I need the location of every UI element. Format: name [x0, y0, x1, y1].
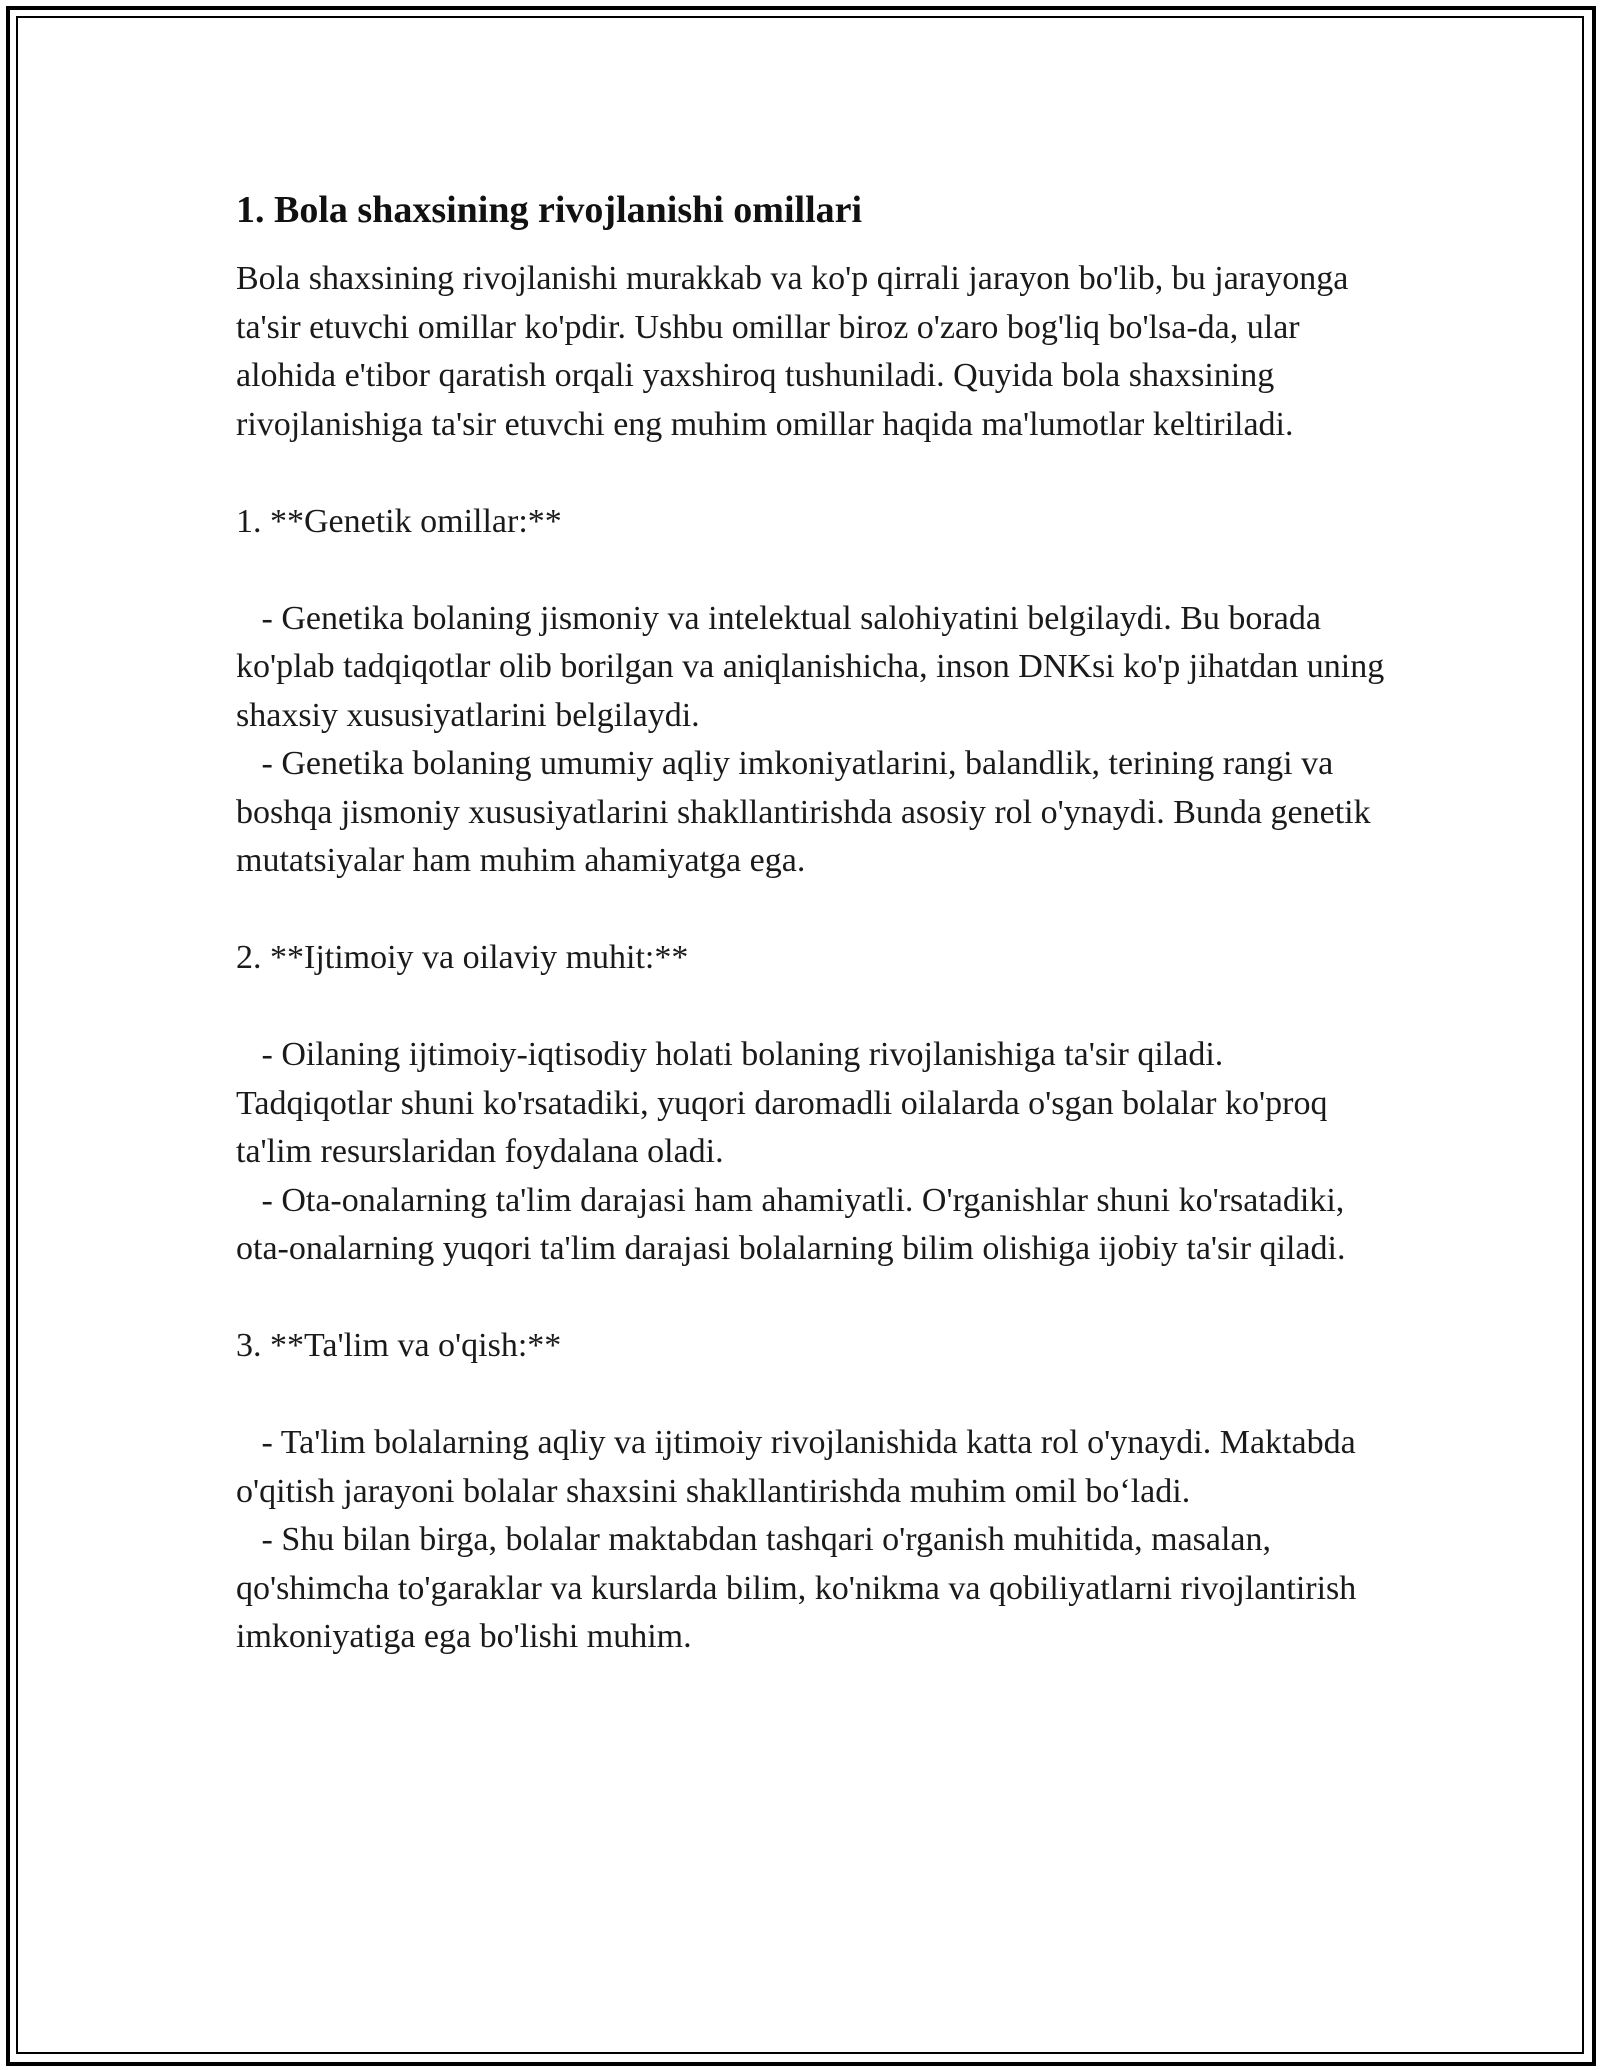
section-social-family-environment	[236, 934, 1386, 1274]
list-item: - Genetika bolaning jismoniy va intelektual salohiyatini belgilaydi. Bu borada ko'plab tadqiqotlar olib borilgan va aniqlanishicha, inson DNKsi ko'p jihatdan uning shaxsiy xususiyatlarini belgilaydi.	[236, 599, 1393, 734]
section-title: 3. **Ta'lim va o'qish:**	[236, 1327, 562, 1364]
section-genetic-factors	[236, 498, 1393, 886]
list-item: - Oilaning ijtimoiy-iqtisodiy holati bolaning rivojlanishiga ta'sir qiladi. Tadqiqotlar shuni ko'rsatadiki, yuqori daromadli oilalarda o'sgan bolalar ko'proq ta'lim resurslaridan foydalana oladi.	[236, 1036, 1336, 1170]
spacer	[236, 886, 1386, 935]
list-item: - Genetika bolaning umumiy aqliy imkoniyatlarini, balandlik, terining rangi va boshqa jismoniy xususiyatlarini shakllantirishda asosiy rol o'ynaydi. Bunda genetik mutatsiyalar ham muhim ahamiyatga ega.	[236, 745, 1380, 879]
spacer	[236, 983, 1386, 1032]
spacer	[236, 449, 1386, 498]
section-title: 2. **Ijtimoiy va oilaviy muhit:**	[236, 939, 689, 976]
list-item: - Shu bilan birga, bolalar maktabdan tashqari o'rganish muhitida, masalan, qo'shimcha to'garaklar va kurslarda bilim, ko'nikma va qobiliyatlarni rivojlantirish imkoniyatiga ega bo'lishi muhim.	[236, 1521, 1365, 1655]
document-heading: 1. Bola shaxsining rivojlanishi omillari	[236, 189, 863, 231]
section-title: 1. **Genetik omillar:**	[236, 502, 562, 540]
spacer	[236, 1274, 1386, 1323]
list-item: - Ota-onalarning ta'lim darajasi ham ahamiyatli. O'rganishlar shuni ko'rsatadiki, ota-onalarning yuqori ta'lim darajasi bolalarning bilim olishiga ijobiy ta'sir qiladi.	[236, 1181, 1353, 1267]
intro-paragraph: Bola shaxsining rivojlanishi murakkab va ko'p qirrali jarayon bo'lib, bu jarayonga ta'sir etuvchi omillar ko'pdir. Ushbu omillar biroz o'zaro bog'liq bo'lsa-da, ular alohida e'tibor qaratish orqali yaxshiroq tushuniladi. Quyida bola shaxsining rivojlanishiga ta'sir etuvchi eng muhim omillar haqida ma'lumotlar keltiriladi.	[236, 260, 1349, 443]
spacer	[236, 1371, 1386, 1420]
spacer	[236, 546, 1386, 595]
section-education	[236, 1322, 1386, 1662]
list-item: - Ta'lim bolalarning aqliy va ijtimoiy rivojlanishida katta rol o'ynaydi. Maktabda o'qitish jarayoni bolalar shaxsini shakllantirishda muhim omil bo‘ladi.	[236, 1424, 1365, 1510]
document-body	[236, 185, 1393, 1662]
